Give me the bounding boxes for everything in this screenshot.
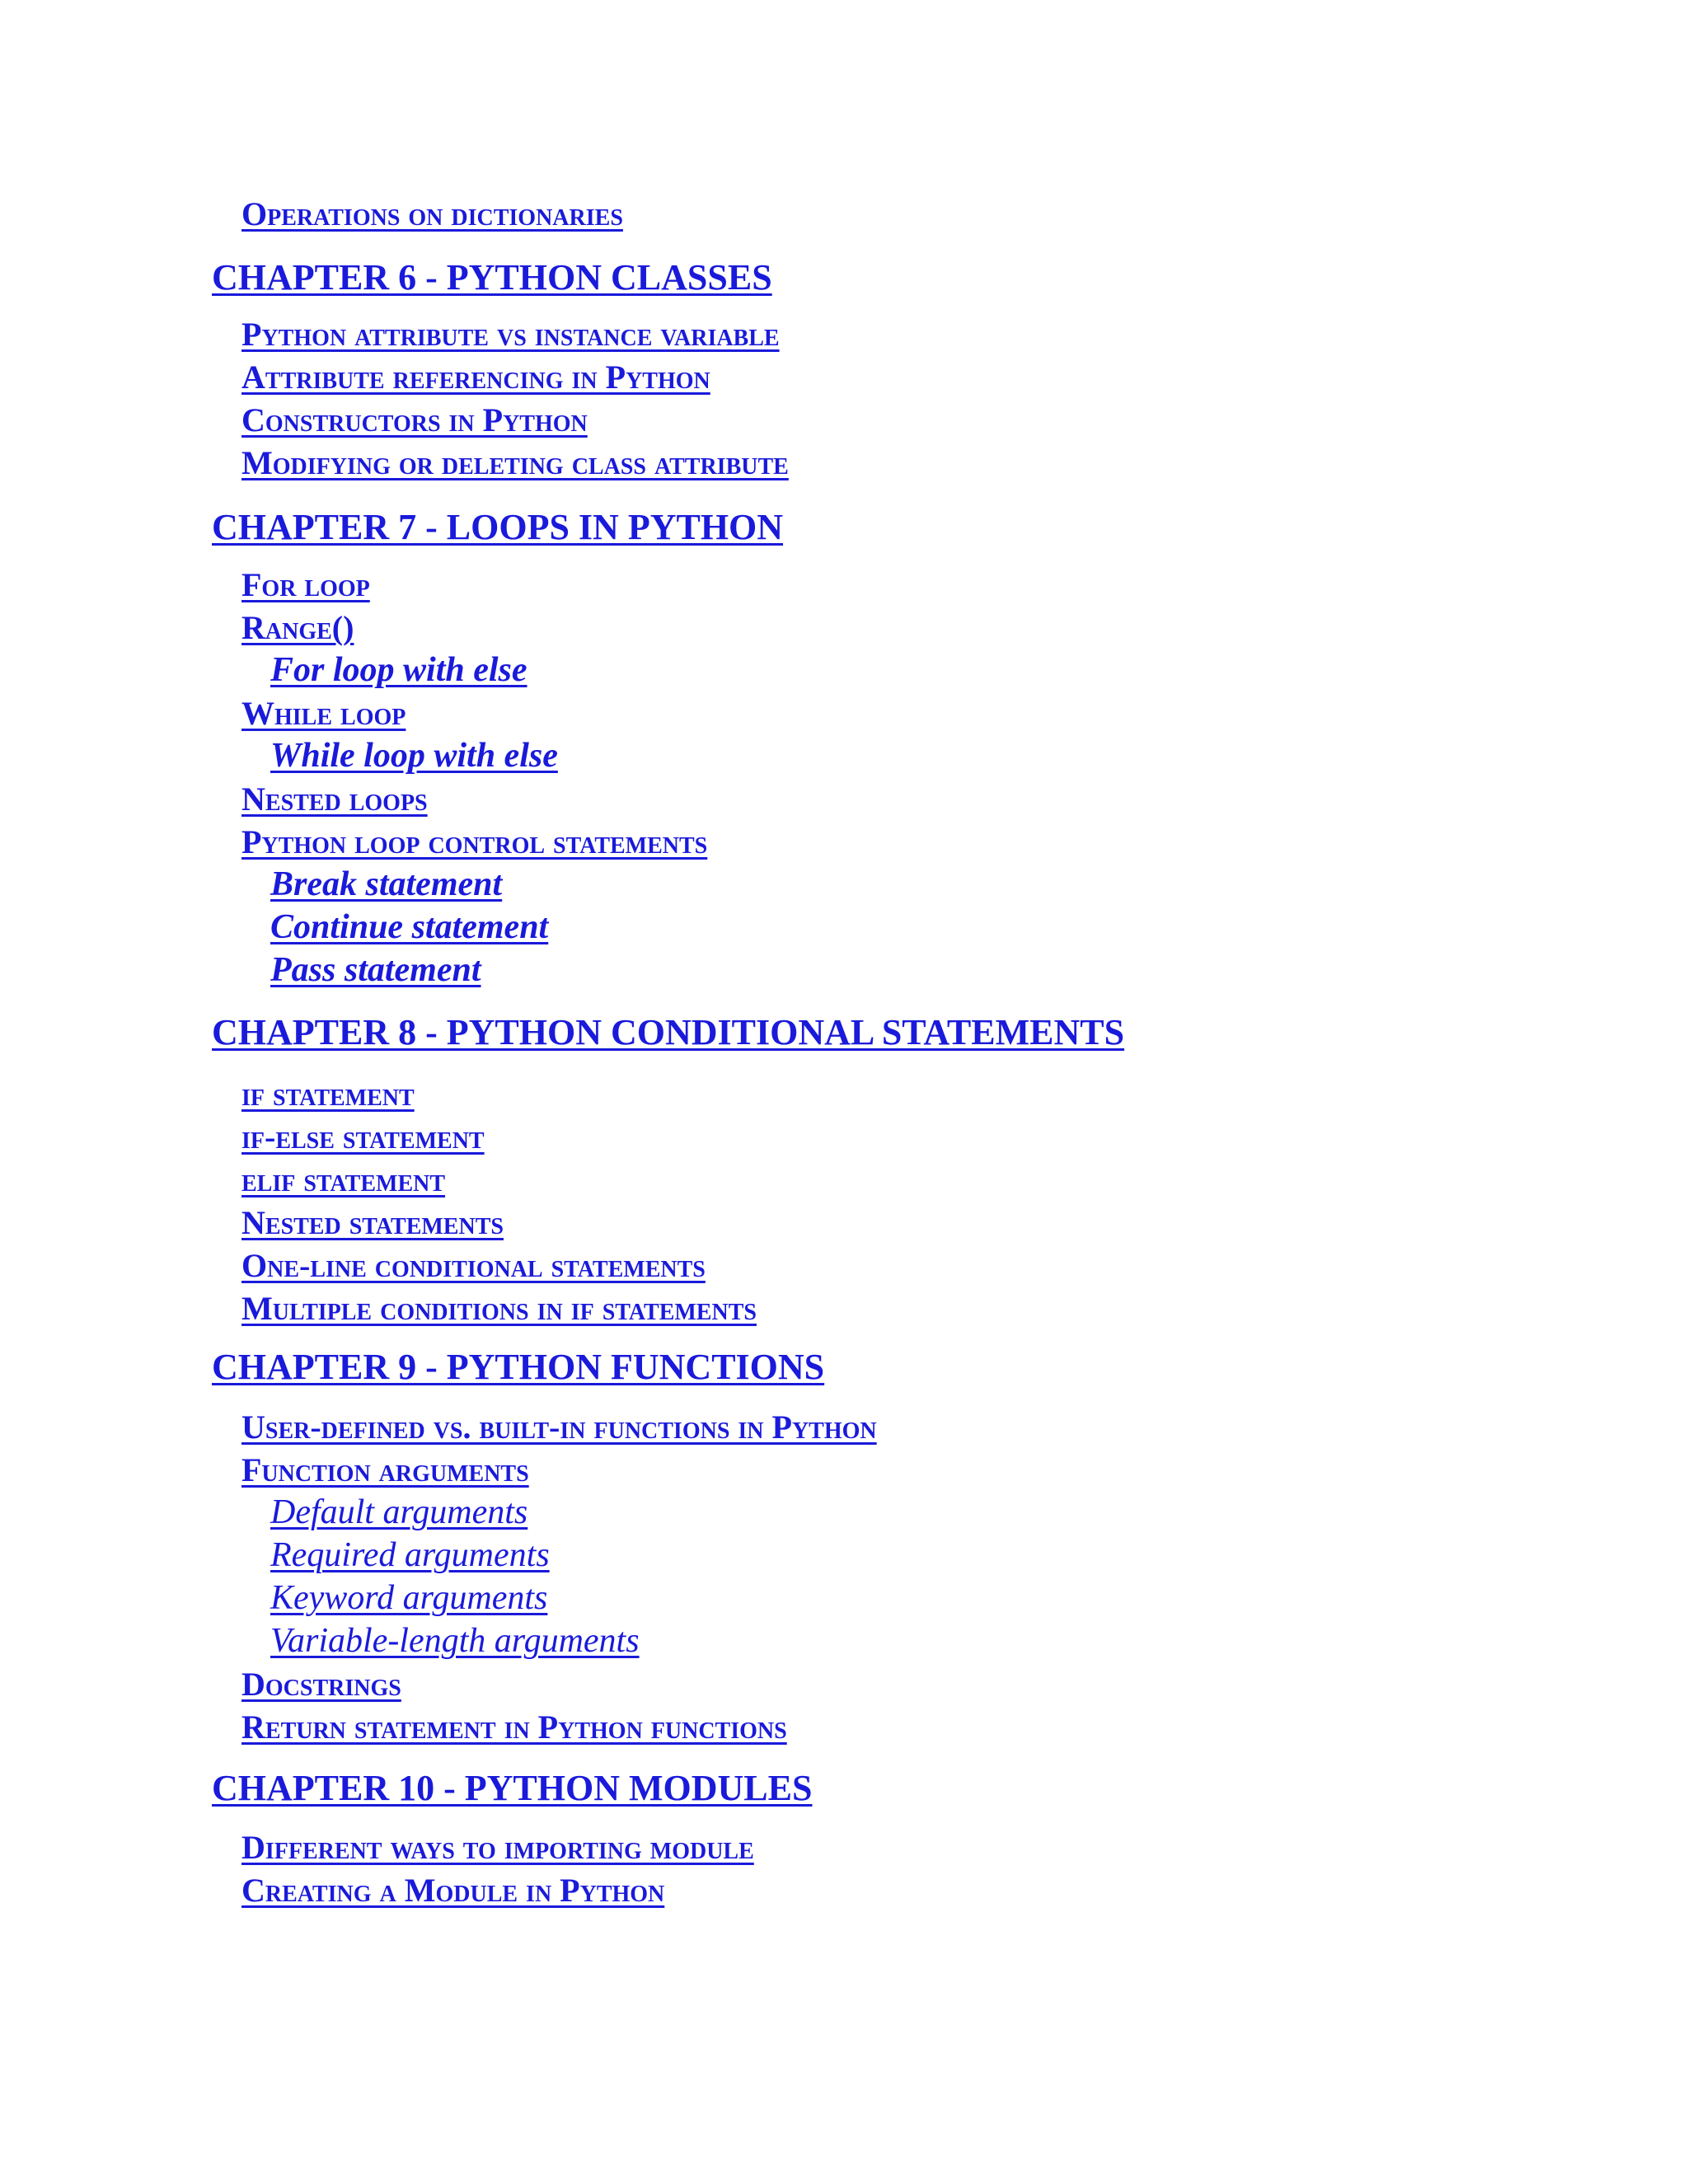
toc-link-pass-statement[interactable]: Pass statement bbox=[270, 951, 481, 989]
toc-link-nested-statements[interactable]: Nested statements bbox=[241, 1204, 504, 1241]
toc-link-keyword-arguments[interactable]: Keyword arguments bbox=[270, 1579, 548, 1617]
toc-link-attribute-referencing[interactable]: Attribute referencing in Python bbox=[241, 359, 710, 396]
toc-link-function-arguments[interactable]: Function arguments bbox=[241, 1451, 529, 1488]
toc-link-constructors[interactable]: Constructors in Python bbox=[241, 401, 588, 438]
toc-link-chapter-8[interactable]: CHAPTER 8 - PYTHON CONDITIONAL STATEMENTS bbox=[212, 1012, 1125, 1052]
toc-link-chapter-10[interactable]: CHAPTER 10 - PYTHON MODULES bbox=[212, 1768, 813, 1808]
toc-link-nested-loops[interactable]: Nested loops bbox=[241, 780, 428, 818]
toc-link-python-attribute-vs-instance-variable[interactable]: Python attribute vs instance variable bbox=[241, 316, 780, 353]
toc-link-for-loop-with-else[interactable]: For loop with else bbox=[270, 651, 528, 689]
toc-link-for-loop[interactable]: For loop bbox=[241, 566, 370, 603]
toc-link-loop-control-statements[interactable]: Python loop control statements bbox=[241, 823, 708, 860]
toc-link-operations-on-dictionaries[interactable]: Operations on dictionaries bbox=[241, 195, 623, 232]
toc-link-if-statement[interactable]: if statement bbox=[241, 1076, 415, 1113]
toc-link-continue-statement[interactable]: Continue statement bbox=[270, 908, 549, 946]
toc-link-multiple-conditions[interactable]: Multiple conditions in if statements bbox=[241, 1290, 757, 1327]
toc-link-range[interactable]: Range() bbox=[241, 609, 354, 646]
toc-link-while-loop[interactable]: While loop bbox=[241, 695, 406, 732]
toc-link-chapter-6[interactable]: CHAPTER 6 - PYTHON CLASSES bbox=[212, 257, 772, 298]
toc-link-chapter-9[interactable]: CHAPTER 9 - PYTHON FUNCTIONS bbox=[212, 1347, 825, 1387]
toc-link-required-arguments[interactable]: Required arguments bbox=[270, 1536, 550, 1574]
toc-link-user-defined-vs-built-in[interactable]: User-defined vs. built-in functions in Python bbox=[241, 1408, 877, 1446]
toc-link-docstrings[interactable]: Docstrings bbox=[241, 1666, 401, 1703]
toc-link-while-loop-with-else[interactable]: While loop with else bbox=[270, 737, 558, 775]
toc-link-modifying-class-attribute[interactable]: Modifying or deleting class attribute bbox=[241, 444, 789, 481]
toc-link-variable-length-arguments[interactable]: Variable-length arguments bbox=[270, 1622, 640, 1660]
toc-link-default-arguments[interactable]: Default arguments bbox=[270, 1493, 528, 1531]
toc-link-creating-module[interactable]: Creating a Module in Python bbox=[241, 1872, 665, 1909]
toc-link-different-ways-importing[interactable]: Different ways to importing module bbox=[241, 1829, 754, 1866]
toc-link-chapter-7[interactable]: CHAPTER 7 - LOOPS IN PYTHON bbox=[212, 507, 784, 547]
toc-link-break-statement[interactable]: Break statement bbox=[270, 865, 503, 903]
toc-link-one-line-conditional[interactable]: One-line conditional statements bbox=[241, 1247, 706, 1284]
toc-link-if-else-statement[interactable]: if-else statement bbox=[241, 1118, 485, 1155]
toc-link-return-statement[interactable]: Return statement in Python functions bbox=[241, 1708, 787, 1746]
toc-link-elif-statement[interactable]: elif statement bbox=[241, 1161, 446, 1198]
